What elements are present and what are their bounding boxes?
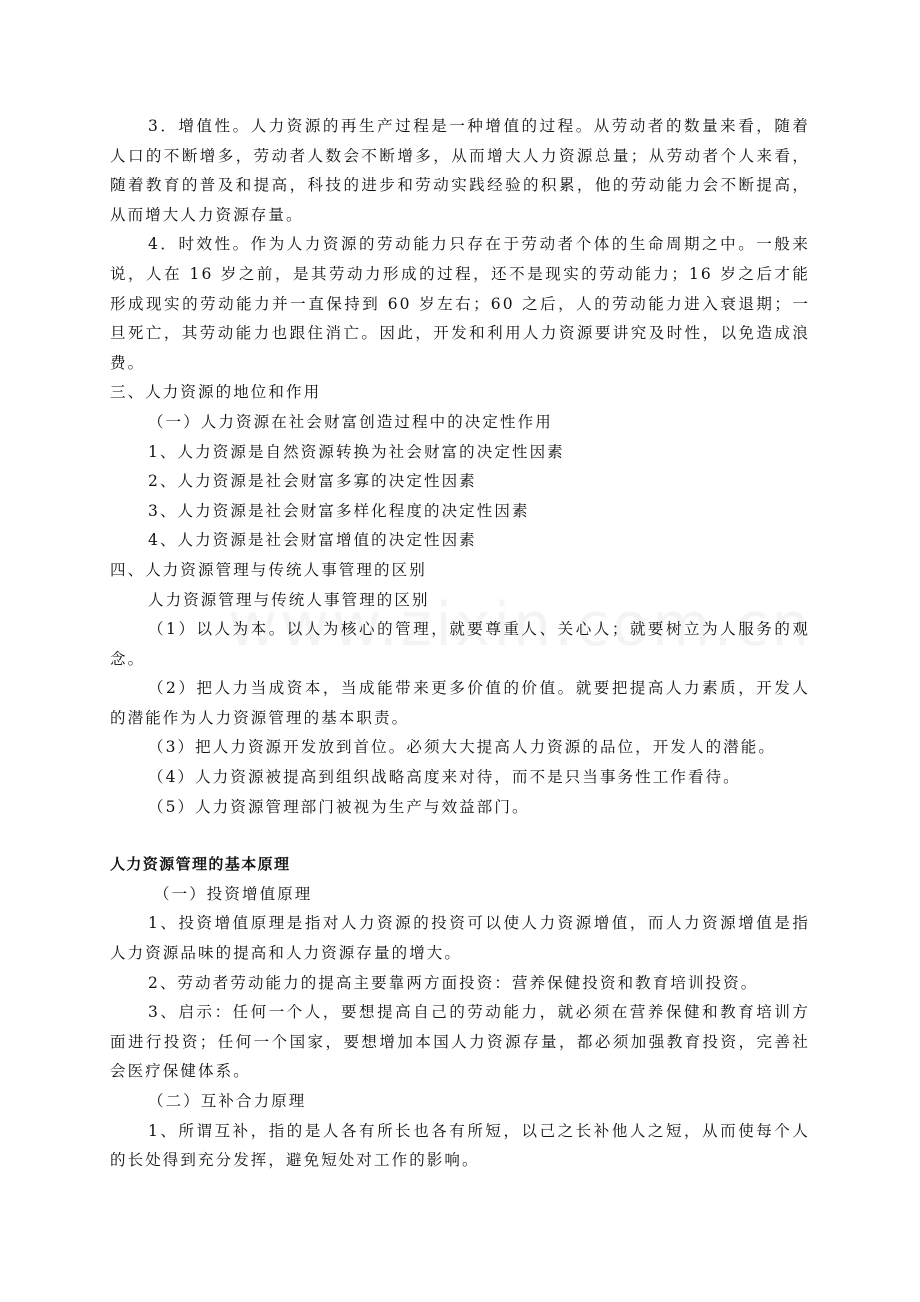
list-item: （3）把人力资源开发放到首位。必须大大提高人力资源的品位，开发人的潜能。 — [148, 738, 776, 757]
list-item: 2、劳动者劳动能力的提高主要靠两方面投资：营养保健投资和教育培训投资。 — [148, 973, 759, 992]
list-item: 3、启示：任何一个人，要想提高自己的劳动能力，就必须在营养保健和教育培训方面进行投资；任何一个国家，要想增加本国人力资源存量，都必须加强教育投资，完善社会医疗保健体系。 — [110, 1003, 810, 1081]
subsection-heading: （一）人力资源在社会财富创造过程中的决定性作用 — [148, 412, 553, 431]
paragraph-value-added: 3．增值性。人力资源的再生产过程是一种增值的过程。从劳动者的数量来看，随着人口的不断增多，劳动者人数会不断增多，从而增大人力资源总量；从劳动者个人来看，随着教育的普及和提高，科技的进步和劳动实践经验的积累，他的劳动能力会不断提高，从而增大人力资源存量。 — [110, 117, 810, 224]
list-item: （1）以人为本。以人为核心的管理，就要尊重人、关心人；就要树立为人服务的观念。 — [110, 620, 810, 668]
list-item: （5）人力资源管理部门被视为生产与效益部门。 — [148, 797, 530, 816]
list-item: 3、人力资源是社会财富多样化程度的决定性因素 — [148, 501, 530, 520]
list-item: （4）人力资源被提高到组织战略高度来对待，而不是只当事务性工作看待。 — [148, 768, 741, 787]
list-item: 1、所谓互补，指的是人各有所长也各有所短，以己之长补他人之短，从而使每个人的长处得到充分发挥，避免短处对工作的影响。 — [110, 1121, 810, 1170]
subsection-heading: 人力资源管理与传统人事管理的区别 — [148, 590, 430, 609]
list-item: 2、人力资源是社会财富多寡的决定性因素 — [148, 472, 477, 491]
list-item: （2）把人力当成资本，当成能带来更多价值的价值。就要把提高人力素质，开发人的潜能作为人力资源管理的基本职责。 — [110, 679, 810, 727]
subsection-heading: （二）互补合力原理 — [148, 1092, 307, 1110]
section-title-principles: 人力资源管理的基本原理 — [110, 855, 291, 874]
subsection-heading: （一）投资增值原理 — [154, 884, 313, 903]
list-item: 4、人力资源是社会财富增值的决定性因素 — [148, 531, 477, 550]
list-item: 1、人力资源是自然资源转换为社会财富的决定性因素 — [148, 442, 565, 461]
section-heading-3: 三、人力资源的地位和作用 — [110, 383, 322, 402]
paragraph-timeliness: 4．时效性。作为人力资源的劳动能力只存在于劳动者个体的生命周期之中。一般来说，人在 16 岁之前，是其劳动力形成的过程，还不是现实的劳动能力；16 岁之后才能形成现实的劳动能力并一直保持到 60 岁左右；60 之后，人的劳动能力进入衰退期；一旦死亡，其劳动能力也跟住消亡。因此，开发和利用人力资源要讲究及时性，以免造成浪费。 — [110, 235, 810, 372]
document-page — [110, 112, 810, 1176]
section-heading-4: 四、人力资源管理与传统人事管理的区别 — [110, 560, 427, 579]
list-item: 1、投资增值原理是指对人力资源的投资可以使人力资源增值，而人力资源增值是指人力资源品味的提高和人力资源存量的增大。 — [110, 914, 810, 963]
spacer — [110, 822, 810, 850]
